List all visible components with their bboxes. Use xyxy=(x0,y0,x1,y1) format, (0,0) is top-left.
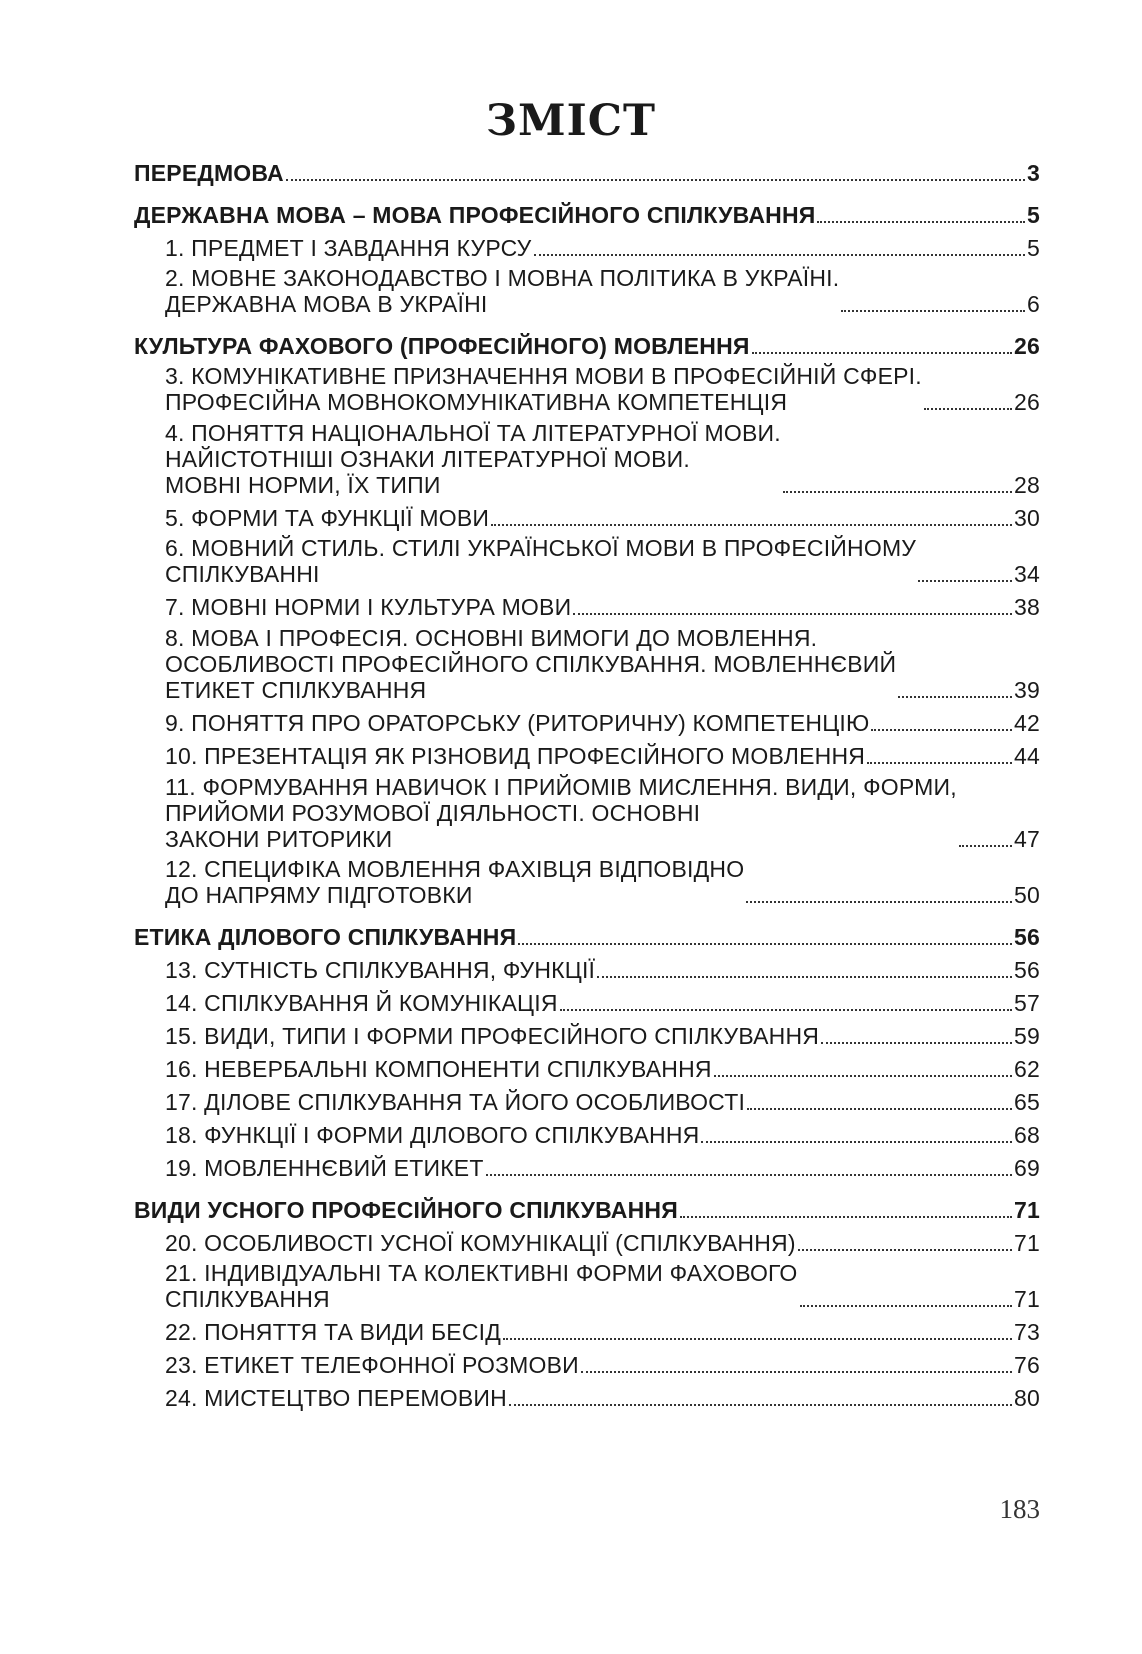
toc-subsection-entry xyxy=(134,1223,1040,1256)
toc-subsection-entry xyxy=(134,498,1040,531)
toc-entry-page-number: 62 xyxy=(1014,1056,1040,1082)
toc-entry-title: 23. ЕТИКЕТ ТЕЛЕФОННОЇ РОЗМОВИ xyxy=(165,1352,579,1378)
toc-subsection-entry xyxy=(134,950,1040,983)
toc-section-entry xyxy=(134,908,1040,950)
dot-leader xyxy=(518,943,1012,945)
toc-subsection-entry xyxy=(134,620,1040,703)
dot-leader xyxy=(581,1371,1012,1373)
dot-leader xyxy=(701,1141,1012,1143)
toc-subsection-entry xyxy=(134,228,1040,261)
toc-subsection-entry xyxy=(134,1016,1040,1049)
toc-entry-title: 1. ПРЕДМЕТ І ЗАВДАННЯ КУРСУ xyxy=(165,235,532,261)
toc-entry-title: 4. ПОНЯТТЯ НАЦІОНАЛЬНОЇ ТА ЛІТЕРАТУРНОЇ МОВИ. НАЙІСТОТНІШІ ОЗНАКИ ЛІТЕРАТУРНОЇ МОВИ. МОВНІ НОРМИ, ЇХ ТИПИ xyxy=(165,420,781,498)
toc-entry-page-number: 65 xyxy=(1014,1089,1040,1115)
dot-leader xyxy=(486,1174,1012,1176)
toc-entry-page-number: 34 xyxy=(1014,561,1040,587)
toc-entry-page-number: 71 xyxy=(1014,1286,1040,1312)
page-number: 183 xyxy=(999,1494,1040,1524)
toc-entry-page-number: 5 xyxy=(1027,202,1040,228)
dot-leader xyxy=(503,1338,1012,1340)
dot-leader xyxy=(573,613,1012,615)
toc-entry-title: 18. ФУНКЦІЇ І ФОРМИ ДІЛОВОГО СПІЛКУВАННЯ xyxy=(165,1122,700,1148)
toc-entry-title: 3. КОМУНІКАТИВНЕ ПРИЗНАЧЕННЯ МОВИ В ПРОФЕСІЙНІЙ СФЕРІ. ПРОФЕСІЙНА МОВНОКОМУНІКАТИВНА КОМПЕТЕНЦІЯ xyxy=(165,363,922,415)
toc-entry-title: 20. ОСОБЛИВОСТІ УСНОЇ КОМУНІКАЦІЇ (СПІЛКУВАННЯ) xyxy=(165,1230,796,1256)
toc-entry-title: 10. ПРЕЗЕНТАЦІЯ ЯК РІЗНОВИД ПРОФЕСІЙНОГО МОВЛЕННЯ xyxy=(165,743,866,769)
toc-entry-title: 17. ДІЛОВЕ СПІЛКУВАННЯ ТА ЙОГО ОСОБЛИВОСТІ xyxy=(165,1089,746,1115)
dot-leader xyxy=(714,1075,1012,1077)
dot-leader xyxy=(800,1305,1013,1307)
toc-subsection-entry xyxy=(134,1115,1040,1148)
toc-subsection-entry xyxy=(134,1378,1040,1411)
toc-entry-page-number: 30 xyxy=(1014,505,1040,531)
dot-leader xyxy=(821,1042,1012,1044)
toc-subsection-entry xyxy=(134,415,1040,498)
toc-entry-title: КУЛЬТУРА ФАХОВОГО (ПРОФЕСІЙНОГО) МОВЛЕННЯ xyxy=(134,333,750,359)
toc-entry-page-number: 42 xyxy=(1014,710,1040,736)
toc-entry-page-number: 80 xyxy=(1014,1385,1040,1411)
dot-leader xyxy=(491,524,1012,526)
toc-entry-title: 19. МОВЛЕННЄВИЙ ЕТИКЕТ xyxy=(165,1155,484,1181)
dot-leader xyxy=(747,1108,1012,1110)
toc-entry-title: 8. МОВА І ПРОФЕСІЯ. ОСНОВНІ ВИМОГИ ДО МОВЛЕННЯ. ОСОБЛИВОСТІ ПРОФЕСІЙНОГО СПІЛКУВАННЯ. МОВЛЕННЄВИЙ ЕТИКЕТ СПІЛКУВАННЯ xyxy=(165,625,897,703)
toc-section-entry xyxy=(134,152,1040,186)
toc-subsection-entry xyxy=(134,1256,1040,1312)
toc-entry-title: 7. МОВНІ НОРМИ І КУЛЬТУРА МОВИ xyxy=(165,594,572,620)
toc-entry-page-number: 47 xyxy=(1014,826,1040,852)
toc-subsection-entry xyxy=(134,769,1040,852)
toc-entry-title: ПЕРЕДМОВА xyxy=(134,160,284,186)
toc-entry-page-number: 76 xyxy=(1014,1352,1040,1378)
toc-entry-title: 14. СПІЛКУВАННЯ Й КОМУНІКАЦІЯ xyxy=(165,990,558,1016)
toc-entry-title: 11. ФОРМУВАННЯ НАВИЧОК І ПРИЙОМІВ МИСЛЕННЯ. ВИДИ, ФОРМИ, ПРИЙОМИ РОЗУМОВОЇ ДІЯЛЬНОСТІ. ОСНОВНІ ЗАКОНИ РИТОРИКИ xyxy=(165,774,957,852)
toc-entry-page-number: 56 xyxy=(1014,957,1040,983)
toc-entry-title: ДЕРЖАВНА МОВА – МОВА ПРОФЕСІЙНОГО СПІЛКУВАННЯ xyxy=(134,202,816,228)
toc-entry-title: 21. ІНДИВІДУАЛЬНІ ТА КОЛЕКТИВНІ ФОРМИ ФАХОВОГО СПІЛКУВАННЯ xyxy=(165,1260,798,1312)
dot-leader xyxy=(867,762,1012,764)
toc-subsection-entry xyxy=(134,261,1040,317)
dot-leader xyxy=(817,221,1025,223)
toc-section-entry xyxy=(134,317,1040,359)
toc-entry-page-number: 73 xyxy=(1014,1319,1040,1345)
toc-entry-title: 13. СУТНІСТЬ СПІЛКУВАННЯ, ФУНКЦІЇ xyxy=(165,957,596,983)
toc-entry-title: 22. ПОНЯТТЯ ТА ВИДИ БЕСІД xyxy=(165,1319,501,1345)
toc-subsection-entry xyxy=(134,983,1040,1016)
toc-subsection-entry xyxy=(134,1148,1040,1181)
toc-subsection-entry xyxy=(134,1312,1040,1345)
toc-entry-page-number: 59 xyxy=(1014,1023,1040,1049)
toc-entry-title: 12. СПЕЦИФІКА МОВЛЕННЯ ФАХІВЦЯ ВІДПОВІДНО ДО НАПРЯМУ ПІДГОТОВКИ xyxy=(165,856,745,908)
dot-leader xyxy=(841,310,1025,312)
toc-entry-page-number: 57 xyxy=(1014,990,1040,1016)
toc-entry-page-number: 39 xyxy=(1014,677,1040,703)
toc-entry-page-number: 38 xyxy=(1014,594,1040,620)
toc-subsection-entry xyxy=(134,359,1040,415)
toc-entry-title: ВИДИ УСНОГО ПРОФЕСІЙНОГО СПІЛКУВАННЯ xyxy=(134,1197,678,1223)
toc-entry-page-number: 3 xyxy=(1027,160,1040,186)
dot-leader xyxy=(752,352,1012,354)
table-of-contents xyxy=(134,152,1040,1411)
toc-entry-page-number: 69 xyxy=(1014,1155,1040,1181)
page-title: ЗМІСТ xyxy=(486,96,656,146)
dot-leader xyxy=(746,901,1012,903)
toc-entry-page-number: 26 xyxy=(1014,389,1040,415)
dot-leader xyxy=(924,408,1012,410)
dot-leader xyxy=(597,976,1012,978)
dot-leader xyxy=(286,179,1025,181)
toc-subsection-entry xyxy=(134,587,1040,620)
toc-subsection-entry xyxy=(134,1082,1040,1115)
toc-entry-title: 24. МИСТЕЦТВО ПЕРЕМОВИН xyxy=(165,1385,507,1411)
toc-entry-page-number: 71 xyxy=(1014,1197,1040,1223)
toc-entry-page-number: 68 xyxy=(1014,1122,1040,1148)
dot-leader xyxy=(560,1009,1012,1011)
toc-entry-page-number: 26 xyxy=(1014,333,1040,359)
toc-subsection-entry xyxy=(134,736,1040,769)
dot-leader xyxy=(959,845,1012,847)
dot-leader xyxy=(783,491,1012,493)
dot-leader xyxy=(918,580,1012,582)
toc-entry-page-number: 71 xyxy=(1014,1230,1040,1256)
toc-section-entry xyxy=(134,186,1040,228)
dot-leader xyxy=(680,1216,1012,1218)
toc-entry-title: 15. ВИДИ, ТИПИ І ФОРМИ ПРОФЕСІЙНОГО СПІЛКУВАННЯ xyxy=(165,1023,820,1049)
toc-entry-page-number: 5 xyxy=(1027,235,1040,261)
toc-subsection-entry xyxy=(134,531,1040,587)
toc-subsection-entry xyxy=(134,852,1040,908)
toc-entry-title: 6. МОВНИЙ СТИЛЬ. СТИЛІ УКРАЇНСЬКОЇ МОВИ В ПРОФЕСІЙНОМУ СПІЛКУВАННІ xyxy=(165,535,917,587)
dot-leader xyxy=(871,729,1012,731)
toc-entry-page-number: 56 xyxy=(1014,924,1040,950)
toc-entry-title: 2. МОВНЕ ЗАКОНОДАВСТВО І МОВНА ПОЛІТИКА В УКРАЇНІ. ДЕРЖАВНА МОВА В УКРАЇНІ xyxy=(165,265,840,317)
toc-entry-page-number: 44 xyxy=(1014,743,1040,769)
toc-entry-page-number: 28 xyxy=(1014,472,1040,498)
dot-leader xyxy=(798,1249,1012,1251)
dot-leader xyxy=(898,696,1012,698)
dot-leader xyxy=(509,1404,1012,1406)
toc-entry-title: 9. ПОНЯТТЯ ПРО ОРАТОРСЬКУ (РИТОРИЧНУ) КОМПЕТЕНЦІЮ xyxy=(165,710,870,736)
toc-subsection-entry xyxy=(134,1345,1040,1378)
toc-entry-page-number: 6 xyxy=(1027,291,1040,317)
dot-leader xyxy=(534,254,1026,256)
toc-entry-title: 16. НЕВЕРБАЛЬНІ КОМПОНЕНТИ СПІЛКУВАННЯ xyxy=(165,1056,712,1082)
toc-section-entry xyxy=(134,1181,1040,1223)
toc-subsection-entry xyxy=(134,703,1040,736)
toc-subsection-entry xyxy=(134,1049,1040,1082)
toc-entry-title: 5. ФОРМИ ТА ФУНКЦІЇ МОВИ xyxy=(165,505,490,531)
toc-entry-title: ЕТИКА ДІЛОВОГО СПІЛКУВАННЯ xyxy=(134,924,517,950)
toc-entry-page-number: 50 xyxy=(1014,882,1040,908)
